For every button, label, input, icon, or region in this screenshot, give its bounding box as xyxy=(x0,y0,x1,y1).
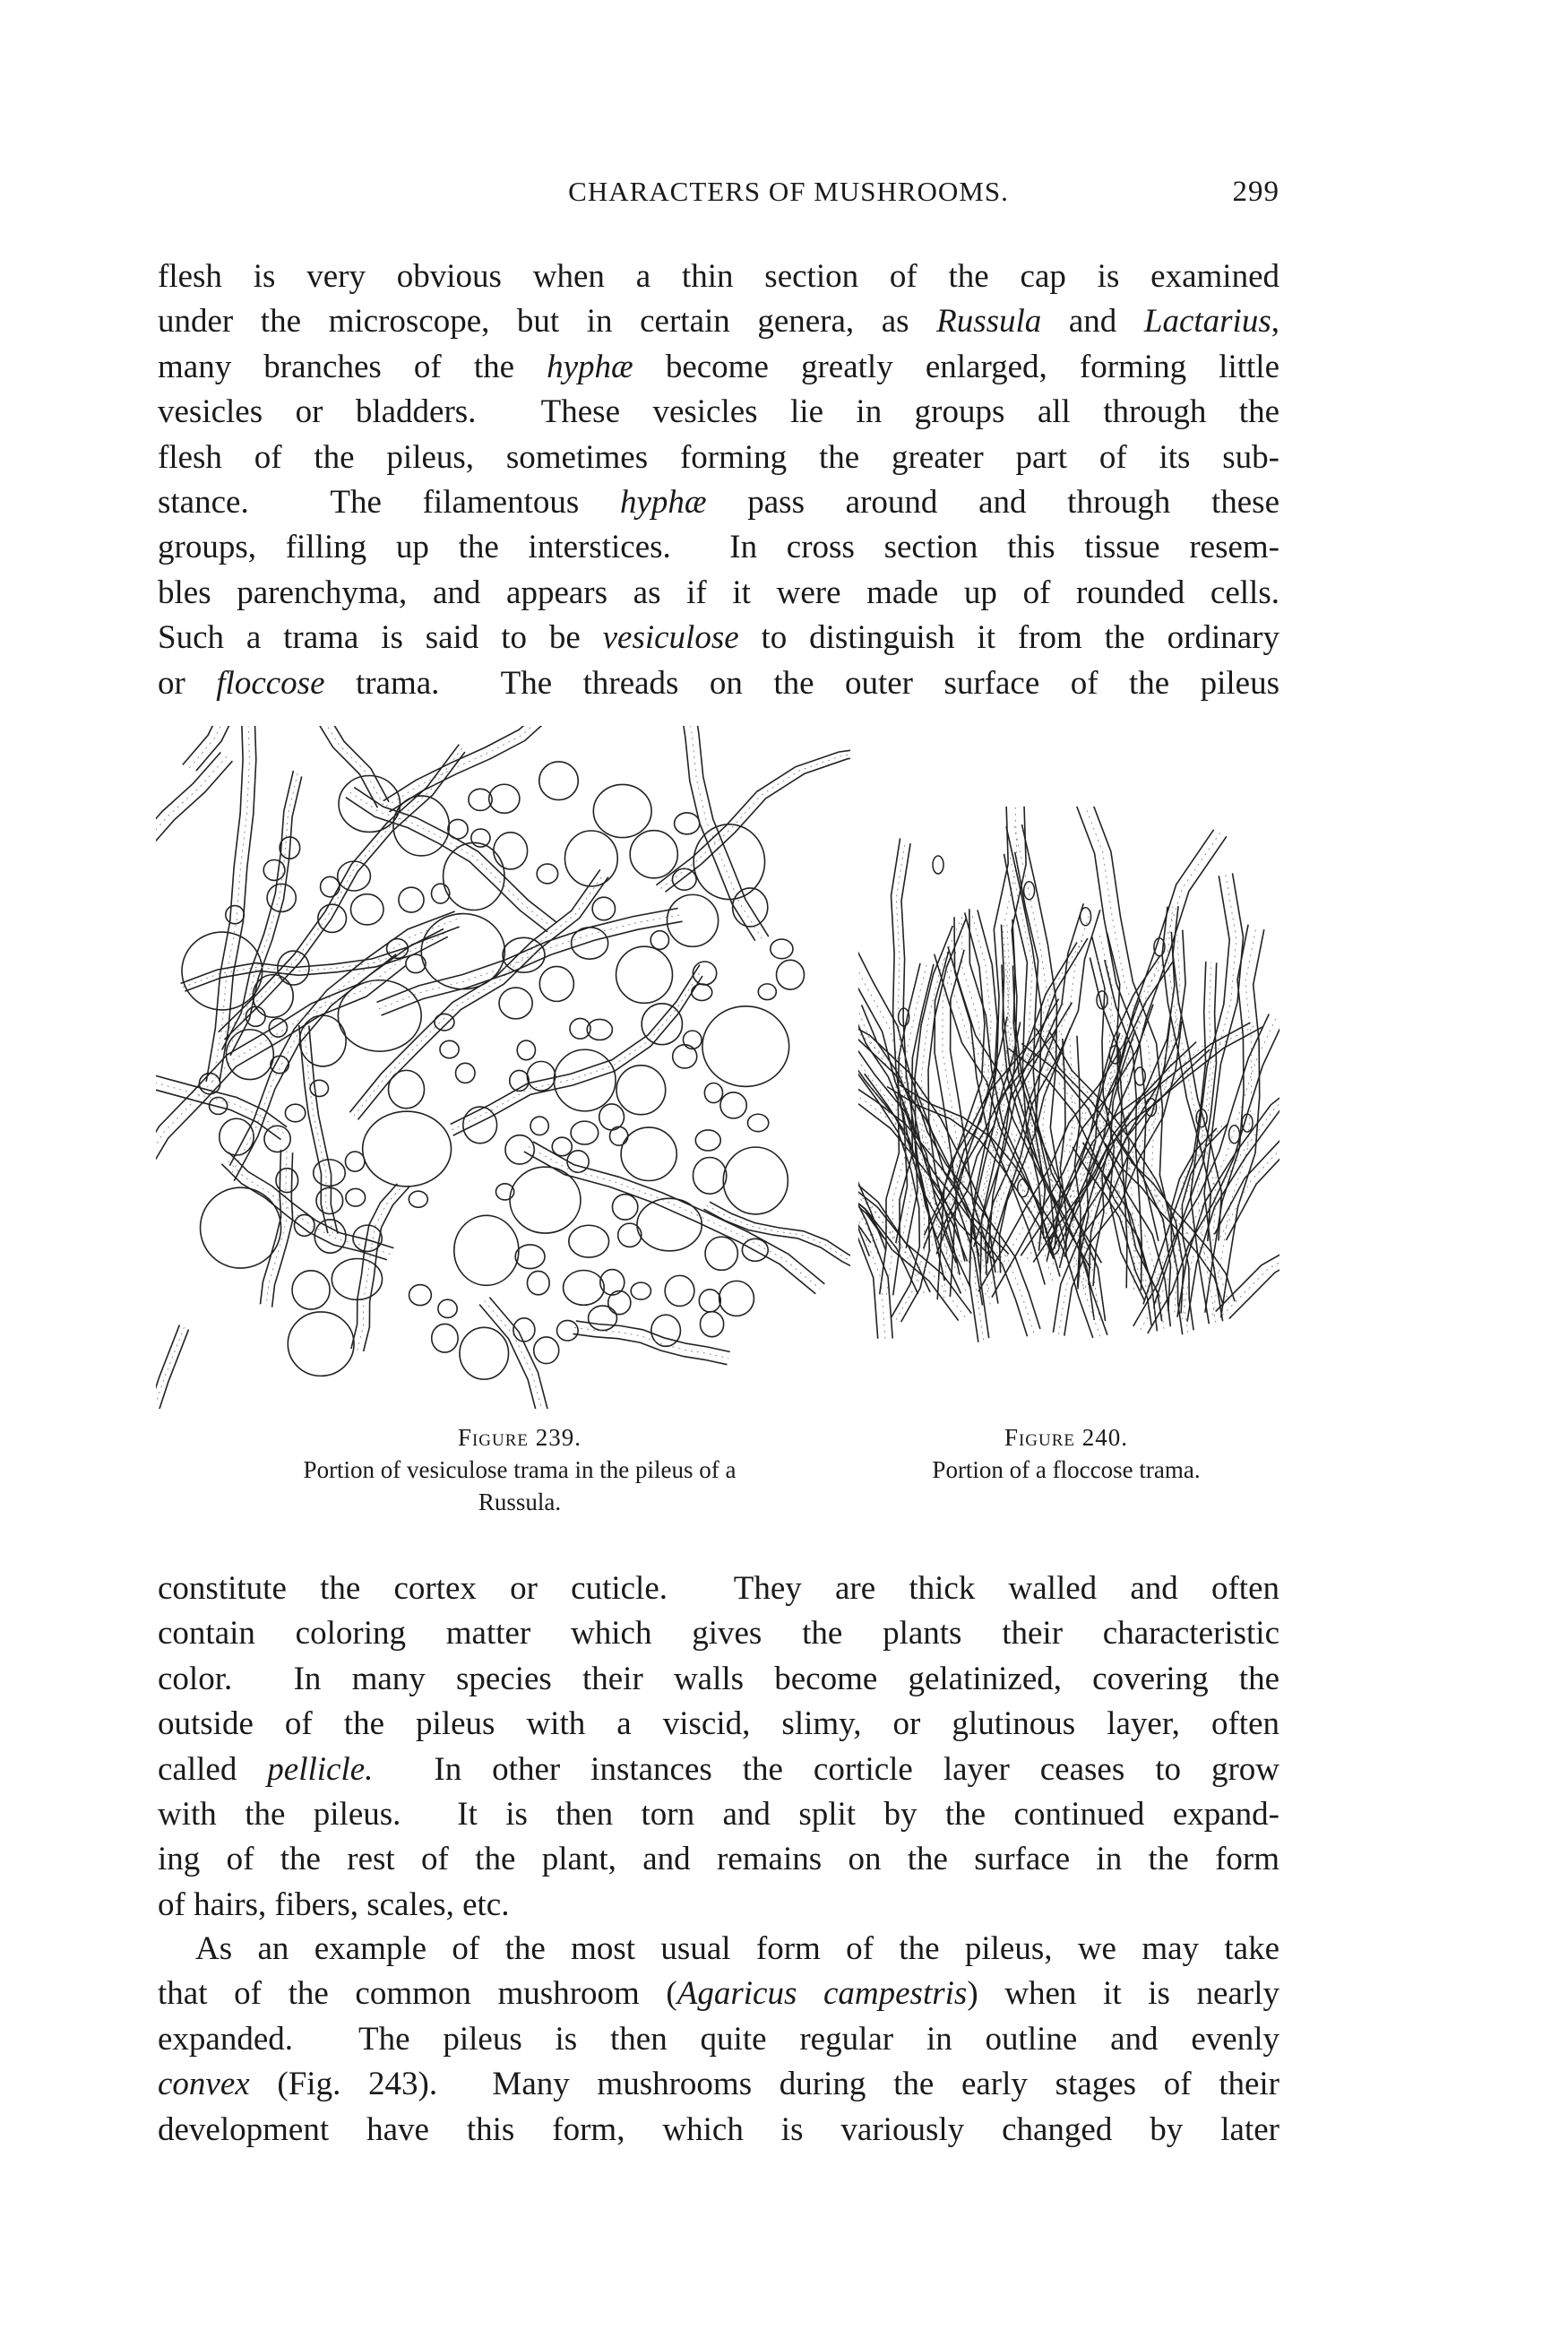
vesicle-cell xyxy=(263,859,285,880)
vesicle-cell xyxy=(515,1245,545,1269)
vesicle-cell xyxy=(310,1080,328,1096)
text-run: contain coloring matter which gives the plants their characteristic xyxy=(158,1615,1279,1653)
vesicle-cell xyxy=(592,897,615,920)
vesicle-cell xyxy=(399,887,424,912)
vesicle-cell xyxy=(539,762,578,800)
text-line xyxy=(158,2108,1279,2153)
text-run: constitute the cortex or cuticle. They are thick walled and often xyxy=(158,1570,1279,1607)
hypha-wall xyxy=(346,798,547,932)
vesicle-cell xyxy=(650,931,668,950)
vesicle-cell xyxy=(534,1337,559,1364)
hypha-wall xyxy=(1191,876,1230,1324)
vesicle-cell xyxy=(723,1147,788,1214)
hypha-granules xyxy=(209,726,383,805)
vesicle-cell xyxy=(406,954,426,972)
hypha-wall xyxy=(299,1025,328,1233)
vesicle-cell xyxy=(720,1092,746,1118)
spore xyxy=(1024,882,1035,900)
hypha-granules xyxy=(350,792,552,927)
vesicle-cell xyxy=(630,831,677,878)
vesicle-cell xyxy=(668,894,719,946)
vesicle-cell xyxy=(616,1066,666,1115)
hypha-granules xyxy=(156,960,401,1175)
hypha-wall xyxy=(183,726,313,764)
vesicle-cell xyxy=(454,1215,519,1285)
vesicle-cell xyxy=(409,1191,427,1207)
vesicle-cell xyxy=(321,876,340,896)
text-run: many branches of the xyxy=(158,348,547,385)
text-line xyxy=(158,1566,1279,1611)
hypha-wall xyxy=(1173,906,1221,1240)
text-run: vesicles or bladders. These vesicles lie in groups all through the xyxy=(158,393,1279,431)
text-run: (Fig. 243). Many mushrooms during the early stages of their xyxy=(249,2066,1279,2103)
vesicle-cell xyxy=(599,1104,625,1130)
hypha-wall xyxy=(358,877,608,1120)
paragraph-1 xyxy=(158,255,1279,706)
hypha-wall xyxy=(710,1202,850,1265)
text-line xyxy=(158,1702,1279,1747)
spore xyxy=(1018,1179,1029,1197)
text-line xyxy=(158,436,1279,480)
vesicle-cell xyxy=(567,1151,589,1172)
hypha-granules xyxy=(893,1086,1060,1258)
running-head: CHARACTERS OF MUSHROOMS. xyxy=(568,176,1009,207)
vesicle-cell xyxy=(499,988,532,1019)
text-run: color. In many species their walls become gelatinized, covering the xyxy=(158,1660,1279,1697)
italic-term: vesiculose xyxy=(602,619,739,657)
hypha-wall xyxy=(1229,1048,1279,1318)
hypha-wall xyxy=(656,745,850,885)
hypha-wall xyxy=(666,752,851,893)
hypha-granules xyxy=(1176,1126,1222,1332)
text-line xyxy=(158,1611,1279,1656)
vesicle-cell xyxy=(226,906,245,924)
spore xyxy=(1134,1067,1145,1085)
text-line xyxy=(158,1792,1279,1837)
hypha-wall xyxy=(858,958,892,1339)
hypha-wall xyxy=(206,726,243,1082)
vesicle-cell xyxy=(616,946,673,1003)
vesicle-cell xyxy=(440,1040,459,1057)
vesicle-cell xyxy=(693,1158,726,1195)
vesicle-cell xyxy=(675,813,700,834)
text-line xyxy=(158,255,1279,299)
spore xyxy=(1229,1126,1240,1143)
text-line xyxy=(158,1883,1279,1928)
vesicle-cell xyxy=(618,1223,642,1247)
vesicle-cell xyxy=(564,1270,605,1305)
vesicle-cell xyxy=(530,1117,548,1135)
hypha-wall xyxy=(354,788,556,922)
hypha-wall xyxy=(364,1187,410,1351)
figure-240-floccose-trama-illustration xyxy=(858,807,1279,1371)
hypha-wall xyxy=(383,726,605,801)
hypha-wall xyxy=(203,726,378,807)
vesicle-cell xyxy=(285,1104,305,1122)
vesicle-cell xyxy=(510,1167,581,1233)
text-line xyxy=(158,1972,1279,2016)
hypha-wall xyxy=(214,726,389,802)
vesicle-cell xyxy=(253,975,293,1018)
text-line xyxy=(158,2062,1279,2107)
text-run: stance. The filamentous xyxy=(158,483,620,521)
text-run: under the microscope, but in certain genera, as xyxy=(158,303,937,341)
text-line xyxy=(158,1748,1279,1792)
vesicle-cell xyxy=(338,861,371,891)
text-line xyxy=(158,616,1279,660)
vesicle-cell xyxy=(220,1118,254,1155)
vesicle-cell xyxy=(564,831,617,886)
hypha-granules xyxy=(266,1151,287,1306)
vesicle-cell xyxy=(719,1281,754,1316)
text-run: become greatly enlarged, forming little xyxy=(633,348,1279,385)
vesicle-cell xyxy=(299,1015,346,1066)
text-run: , xyxy=(1271,303,1279,341)
hypha-wall xyxy=(196,726,326,771)
hypha-granules xyxy=(358,1185,404,1350)
text-line xyxy=(158,480,1279,525)
text-run: development have this form, which is variously changed by later xyxy=(158,2110,1279,2148)
hypha-wall xyxy=(156,753,220,945)
figure-240-caption xyxy=(851,1421,1281,1486)
vesicle-cell xyxy=(705,1237,737,1270)
vesicle-cell xyxy=(589,1306,617,1330)
figure-239-caption-text: Portion of vesiculose trama in the pileus of a xyxy=(303,1456,737,1483)
hypha-granules xyxy=(485,1301,555,1409)
figure-239-vesiculose-trama-illustration xyxy=(156,726,850,1409)
text-run: In other instances the corticle layer ceases to grow xyxy=(373,1750,1279,1788)
vesicle-cell xyxy=(672,868,696,890)
vesicle-cell xyxy=(505,1135,534,1164)
hypha-wall xyxy=(685,726,769,936)
vesicle-cell xyxy=(683,1031,702,1048)
vesicle-cell xyxy=(421,914,504,989)
italic-term: floccose xyxy=(216,664,325,702)
italic-term: Agaricus campestris xyxy=(676,1975,968,2013)
text-run: expanded. The pileus is then quite regular in outline and evenly xyxy=(158,2020,1279,2058)
text-line xyxy=(158,1657,1279,1702)
vesicle-cell xyxy=(350,894,383,925)
vesicle-cell xyxy=(288,1312,354,1376)
vesicle-cell xyxy=(517,1040,535,1060)
text-run: called xyxy=(158,1750,268,1788)
vesicle-cell xyxy=(702,1006,789,1087)
text-run: outside of the pileus with a viscid, slimy, or glutinous layer, often xyxy=(158,1705,1279,1743)
hypha-wall xyxy=(533,1142,824,1284)
vesicle-cell xyxy=(226,1030,273,1080)
vesicle-cell xyxy=(409,1285,432,1306)
vesicle-cell xyxy=(494,833,528,869)
text-run: bles parenchyma, and appears as if it were made up of rounded cells. xyxy=(158,574,1279,611)
text-run: Such a trama is said to be xyxy=(158,619,603,657)
vesicle-cell xyxy=(345,1152,365,1171)
hypha-wall xyxy=(390,726,611,812)
hypha-wall xyxy=(479,1305,549,1409)
hypha-granules xyxy=(529,1147,820,1290)
vesicle-cell xyxy=(612,1195,637,1220)
italic-term: Lactarius xyxy=(1143,303,1271,341)
text-line xyxy=(158,525,1279,570)
figure-239-label: Figure 239. xyxy=(457,1424,582,1451)
vesicle-cell xyxy=(527,1271,549,1294)
vesicle-cell xyxy=(339,776,400,833)
text-line xyxy=(158,390,1279,435)
text-run: flesh of the pileus, sometimes forming the greater part of its sub- xyxy=(158,438,1279,476)
vesicle-cell xyxy=(704,1083,722,1102)
vesicle-cell xyxy=(460,1327,509,1379)
italic-term: pellicle. xyxy=(267,1750,374,1788)
text-line xyxy=(158,299,1279,344)
vesicle-cell xyxy=(557,1320,579,1341)
text-line xyxy=(158,1927,1279,1972)
spore xyxy=(1242,1114,1253,1132)
hypha-wall xyxy=(1226,880,1279,1240)
vesicle-cell xyxy=(539,966,573,1001)
vesicle-cell xyxy=(432,1324,458,1352)
vesicle-cell xyxy=(593,784,651,837)
vesicle-cell xyxy=(363,1111,452,1187)
text-run: and xyxy=(1041,303,1144,341)
text-run: As an example of the most usual form of the pileus, we may take xyxy=(195,1930,1279,1967)
italic-term: Russula xyxy=(936,303,1042,341)
hypha-wall xyxy=(524,1152,815,1294)
text-run: groups, filling up the interstices. In cross section this tissue resem- xyxy=(158,529,1279,566)
vesicle-cell xyxy=(771,939,793,959)
vesicle-cell xyxy=(692,984,712,1000)
vesicle-cell xyxy=(695,1130,720,1151)
figure-240-label: Figure 240. xyxy=(1004,1424,1129,1451)
text-run: that of the common mushroom ( xyxy=(158,1975,677,2013)
paragraph-2 xyxy=(158,1566,1279,1928)
vesicle-cell xyxy=(489,784,520,813)
vesicle-cell xyxy=(444,842,504,910)
vesicle-cell xyxy=(554,1049,616,1111)
hypha-granules xyxy=(1213,927,1256,1315)
hypha-wall xyxy=(156,761,232,953)
vesicle-cell xyxy=(693,962,716,985)
vesicle-cell xyxy=(699,1290,720,1312)
text-run: flesh is very obvious when a thin section of the cap is examined xyxy=(158,258,1279,295)
text-run: with the pileus. It is then torn and split by the continued expand- xyxy=(158,1795,1279,1833)
vesicle-cell xyxy=(201,1187,281,1268)
italic-term: hyphæ xyxy=(619,483,707,521)
hypha-granules xyxy=(858,958,885,1339)
hypha-wall xyxy=(573,1333,728,1364)
text-line xyxy=(158,2017,1279,2062)
text-run: or xyxy=(158,664,217,702)
italic-term: convex xyxy=(158,2066,250,2103)
text-line xyxy=(158,1837,1279,1882)
hypha-wall xyxy=(156,1330,189,1409)
figure-239-caption-text-2: Russula. xyxy=(478,1489,562,1515)
paragraph-3 xyxy=(158,1927,1279,2153)
vesicle-cell xyxy=(552,1137,572,1156)
vesicle-cell xyxy=(537,864,557,884)
vesicle-cell xyxy=(776,960,804,989)
text-run: of hairs, fibers, scales, etc. xyxy=(158,1886,510,1923)
text-line xyxy=(158,661,1279,706)
italic-term: hyphæ xyxy=(547,348,633,385)
figure-239-caption xyxy=(206,1421,833,1518)
vesicle-cell xyxy=(758,984,776,1000)
vesicle-cell xyxy=(673,1045,697,1068)
vesicle-cell xyxy=(569,1225,609,1257)
hypha-granules xyxy=(304,1025,332,1233)
hypha-wall xyxy=(1060,1039,1093,1338)
hypha-wall xyxy=(858,958,878,1339)
hypha-wall xyxy=(156,1325,179,1409)
vesicle-cell xyxy=(463,1107,497,1143)
spore xyxy=(933,856,943,874)
text-run: pass around and through these xyxy=(706,483,1279,521)
vesicle-cell xyxy=(346,1188,366,1206)
text-run: trama. The threads on the outer surface of the pileus xyxy=(324,664,1279,702)
hypha-wall xyxy=(185,936,447,991)
figure-240-caption-text: Portion of a floccose trama. xyxy=(932,1456,1201,1483)
vesicle-cell xyxy=(209,1098,227,1115)
spore xyxy=(1081,908,1091,926)
text-line xyxy=(158,345,1279,390)
vesicle-cell xyxy=(527,1061,555,1091)
hypha-granules xyxy=(156,1327,185,1409)
vesicle-cell xyxy=(700,1312,723,1337)
vesicle-cell xyxy=(747,1114,768,1131)
text-run: ing of the rest of the plant, and remains on the surface in the form xyxy=(158,1841,1279,1878)
text-run: ) when it is nearly xyxy=(967,1975,1279,2013)
vesicle-cell xyxy=(665,1275,694,1306)
vesicle-cell xyxy=(314,1220,346,1253)
hypha-wall xyxy=(309,1026,338,1234)
vesicle-cell xyxy=(438,1299,457,1317)
vesicle-cell xyxy=(456,1063,476,1083)
vesicle-cell xyxy=(621,1127,676,1180)
vesicle-cell xyxy=(631,1282,650,1299)
page-number: 299 xyxy=(1232,176,1279,208)
hypha-wall xyxy=(489,1298,559,1409)
vesicle-cell xyxy=(642,1004,682,1045)
hypha-wall xyxy=(272,1152,293,1307)
text-line xyxy=(158,571,1279,616)
vesicle-cell xyxy=(571,1121,599,1144)
vesicle-cell xyxy=(292,1271,330,1309)
hypha-wall xyxy=(220,726,256,1082)
text-run: to distinguish it from the ordinary xyxy=(738,619,1279,657)
